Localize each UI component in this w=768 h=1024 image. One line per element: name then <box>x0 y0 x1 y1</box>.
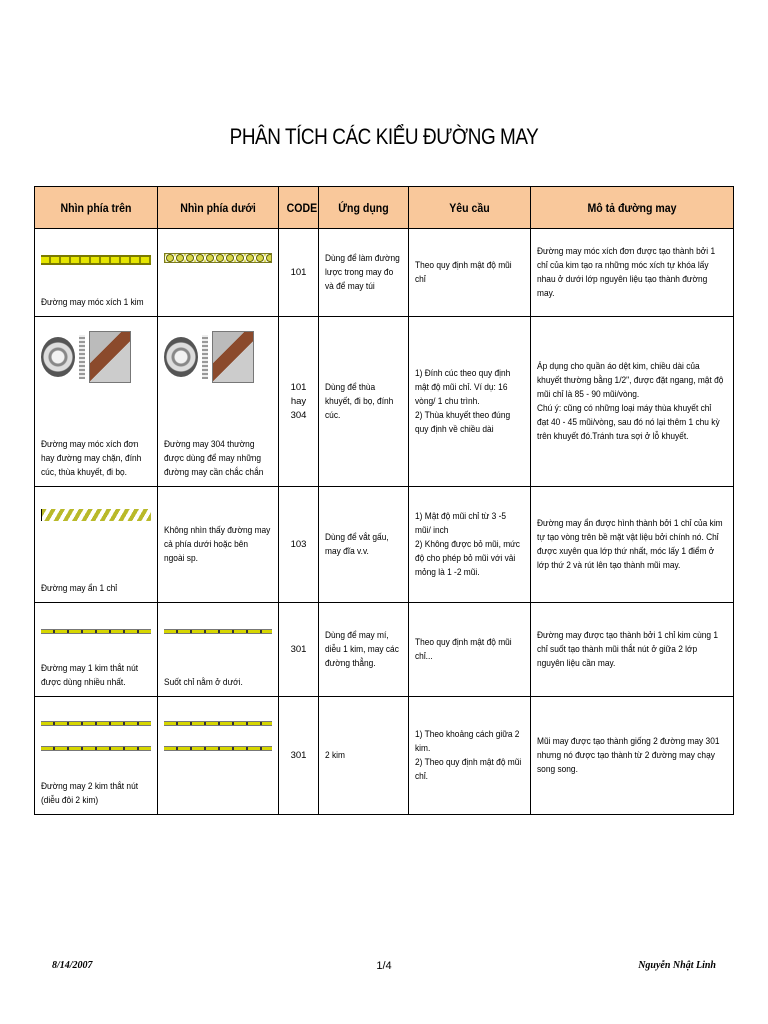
application-cell: Dùng để vắt gấu, may đĩa v.v. <box>319 487 409 603</box>
requirement-cell: 1) Đính cúc theo quy định mật độ mũi chỉ. Ví dụ: 16 vòng/ 1 chu trình. 2) Thùa khuyết theo đúng quy định về chiều dài <box>409 317 531 487</box>
blind-stitch-image <box>41 509 151 521</box>
header-row <box>35 187 734 229</box>
application-cell: Dùng để làm đường lược trong may đo và để may túi <box>319 229 409 317</box>
requirement-cell: 1) Theo khoảng cách giữa 2 kim. 2) Theo quy định mật độ mũi chỉ. <box>409 697 531 815</box>
code-cell: 301 <box>279 697 319 815</box>
double-needle-image <box>41 721 151 751</box>
top-view-caption: Đường may móc xích đơn hay đường may chặn, đính cúc, thùa khuyết, đi bọ. <box>41 439 142 478</box>
code-cell: 103 <box>279 487 319 603</box>
top-view-cell <box>35 229 158 317</box>
header-code: CODE <box>279 187 319 229</box>
bottom-view-cell <box>158 603 279 697</box>
chain-stitch-image <box>41 255 151 265</box>
header-description: Mô tả đường may <box>531 187 734 229</box>
footer-author: Nguyễn Nhật Linh <box>638 960 716 971</box>
top-view-cell <box>35 487 158 603</box>
application-cell: Dùng để thùa khuyết, đi bọ, đính cúc. <box>319 317 409 487</box>
application-cell: Dùng để may mí, diễu 1 kim, may các đường thẳng. <box>319 603 409 697</box>
bottom-view-caption: Suốt chỉ nằm ở dưới. <box>164 677 243 688</box>
description-cell: Đường may ẩn được hình thành bởi 1 chỉ của kim tự tạo vòng trên bề mặt vật liệu bởi chính nó. Chỉ được xuyên qua lớp thứ nhất, móc lấy 1 điểm ở lớp thứ 2 và rút lên tạo thành mũi may. <box>531 487 734 603</box>
button-sewing-image <box>164 331 272 383</box>
code-cell: 301 <box>279 603 319 697</box>
description-cell: Đường may móc xích đơn được tạo thành bởi 1 chỉ của kim tạo ra những móc xích tự khóa lấy nhau ở dưới lớp nguyên liệu tạo thành đường may. <box>531 229 734 317</box>
bottom-view-cell <box>158 229 279 317</box>
code-cell: 101 hay 304 <box>279 317 319 487</box>
lockstitch-image <box>41 629 151 634</box>
table-row <box>35 229 734 317</box>
page-title: PHÂN TÍCH CÁC KIỂU ĐƯỜNG MAY <box>229 124 539 149</box>
requirement-cell: Theo quy định mật độ mũi chỉ <box>409 229 531 317</box>
top-view-cell <box>35 317 158 487</box>
double-needle-bottom-image <box>164 721 272 751</box>
seam-table <box>34 186 734 815</box>
top-view-cell <box>35 697 158 815</box>
description-cell: Mũi may được tạo thành giống 2 đường may 301 nhưng nó được tạo thành từ 2 đường may chạy song song. <box>531 697 734 815</box>
bottom-view-cell: Không nhìn thấy đường may cả phía dưới hoặc bên ngoài sp. <box>158 487 279 603</box>
top-view-caption: Đường may 2 kim thắt nút (diễu đôi 2 kim) <box>41 781 139 806</box>
table-row <box>35 317 734 487</box>
description-cell: Áp dụng cho quần áo dệt kim, chiều dài của khuyết thường bằng 1/2", được đặt ngang, mật độ mũi chỉ là 85 - 90 mũi/vòng. Chú ý: cũng có những loại máy thùa khuyết chỉ đạt 40 - 45 mũi/vòng, sau đó nó lại thêm 1 chu kỳ trên khuyết đó.Tránh tưa sợi ở lỗ khuyết. <box>531 317 734 487</box>
top-view-cell <box>35 603 158 697</box>
table-row <box>35 697 734 815</box>
requirement-cell: 1) Mật độ mũi chỉ từ 3 -5 mũi/ inch 2) Không được bỏ mũi, mức độ cho phép bỏ mũi với vải mỏng là 1 -2 mũi. <box>409 487 531 603</box>
requirement-cell: Theo quy định mật độ mũi chỉ... <box>409 603 531 697</box>
top-view-caption: Đường may ẩn 1 chỉ <box>41 583 118 594</box>
table-row <box>35 487 734 603</box>
header-bottom-view: Nhìn phía dưới <box>158 187 279 229</box>
footer-page-number: 1/4 <box>376 960 392 972</box>
table-row <box>35 603 734 697</box>
bottom-view-cell <box>158 317 279 487</box>
bottom-view-caption: Đường may 304 thường được dùng để may những đường may cần chắc chắn <box>164 439 264 478</box>
chain-stitch-bottom-image <box>164 253 272 263</box>
lockstitch-bottom-image <box>164 629 272 634</box>
top-view-caption: Đường may móc xích 1 kim <box>41 297 144 308</box>
bottom-view-cell <box>158 697 279 815</box>
header-top-view: Nhìn phía trên <box>35 187 158 229</box>
code-cell: 101 <box>279 229 319 317</box>
description-cell: Đường may được tạo thành bởi 1 chỉ kim cùng 1 chỉ suốt tạo thành mũi thắt nút ở giữa 2 lớp nguyên liệu cần may. <box>531 603 734 697</box>
header-application: Ứng dụng <box>319 187 409 229</box>
buttonhole-machine-image <box>41 331 151 383</box>
top-view-caption: Đường may 1 kim thắt nút được dùng nhiều nhất. <box>41 663 139 688</box>
footer-date: 8/14/2007 <box>52 960 93 971</box>
header-requirement: Yêu cầu <box>409 187 531 229</box>
application-cell: 2 kim <box>319 697 409 815</box>
